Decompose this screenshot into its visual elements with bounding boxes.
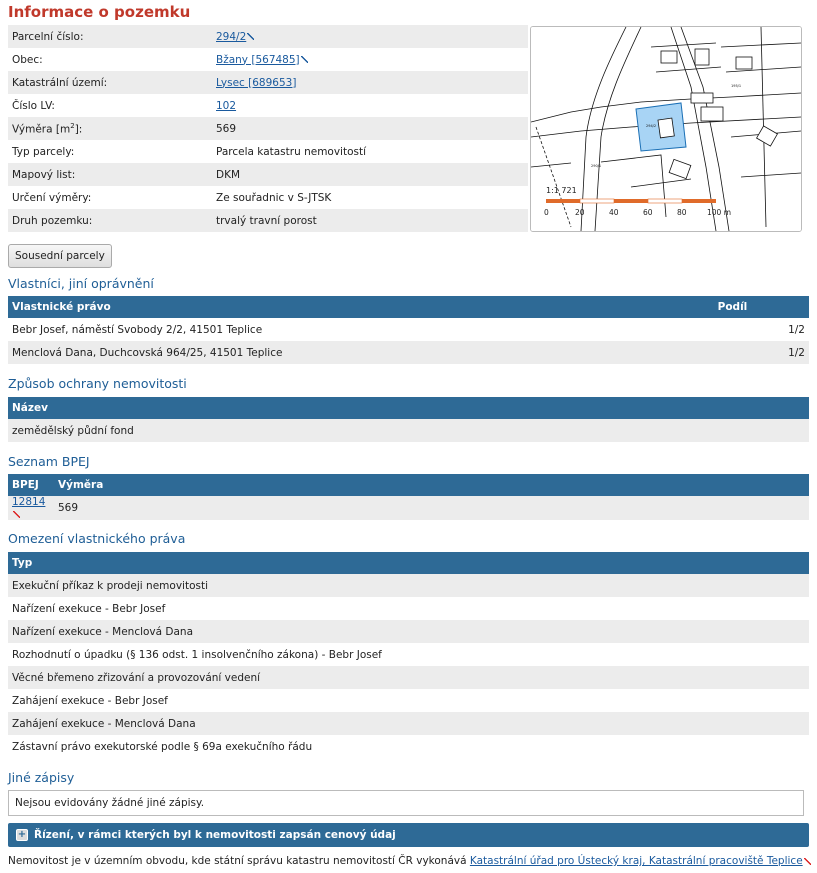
scale-tick: 40 — [609, 208, 619, 217]
restriction-type: Zástavní právo exekutorské podle § 69a exekučního řádu — [12, 740, 313, 753]
col-type: Typ — [8, 552, 809, 574]
other-entries-note: Nejsou evidovány žádné jiné zápisy. — [8, 790, 804, 816]
table-row — [8, 419, 809, 442]
owners-heading: Vlastníci, jiní oprávnění — [8, 276, 154, 291]
price-proceedings-toggle[interactable] — [8, 823, 809, 847]
owner-share: 1/2 — [788, 323, 805, 336]
page-title: Informace o pozemku — [8, 3, 191, 21]
svg-text:294/2: 294/2 — [646, 124, 657, 128]
bpej-heading: Seznam BPEJ — [8, 454, 90, 469]
protection-table — [8, 397, 809, 442]
bpej-area: 569 — [54, 496, 809, 520]
restriction-type: Nařízení exekuce - Bebr Josef — [12, 602, 166, 615]
map-scale-bar — [546, 199, 716, 203]
table-row — [8, 735, 809, 758]
info-row-parcel-type — [8, 140, 528, 163]
restrictions-heading: Omezení vlastnického práva — [8, 531, 186, 546]
scale-tick: 80 — [677, 208, 687, 217]
svg-text:195/1: 195/1 — [731, 84, 742, 88]
restriction-type: Rozhodnutí o úpadku (§ 136 odst. 1 insolvenčního zákona) - Bebr Josef — [12, 648, 382, 661]
table-row — [8, 496, 809, 520]
table-row — [8, 597, 809, 620]
restriction-type: Zahájení exekuce - Menclová Dana — [8, 712, 809, 735]
scale-tick: 20 — [575, 208, 585, 217]
info-row-map-sheet — [8, 163, 528, 186]
owner-name: Bebr Josef, náměstí Svobody 2/2, 41501 Teplice — [12, 323, 263, 336]
owner-name: Menclová Dana, Duchcovská 964/25, 41501 Teplice — [8, 341, 714, 364]
owner-share: 1/2 — [714, 341, 809, 364]
info-row-land-type — [8, 209, 528, 232]
cadastral-map[interactable] — [530, 26, 802, 232]
bpej-table — [8, 474, 809, 520]
col-name: Název — [8, 397, 809, 419]
col-area: Výměra — [54, 474, 809, 496]
parcel-info-table — [8, 25, 528, 232]
info-label: Parcelní číslo: — [8, 25, 212, 48]
table-row — [8, 620, 809, 643]
table-row — [8, 712, 809, 735]
owners-table — [8, 296, 809, 364]
info-value: trvalý travní porost — [212, 209, 528, 232]
scale-tick: 0 — [544, 208, 549, 217]
lv-number-link[interactable]: 102 — [216, 99, 237, 112]
table-row — [8, 689, 809, 712]
info-label: Obec: — [12, 53, 43, 66]
restriction-type: Nařízení exekuce - Menclová Dana — [8, 620, 809, 643]
info-value: Parcela katastru nemovitostí — [216, 145, 367, 158]
info-value: 569 — [212, 117, 528, 140]
municipality-link[interactable]: Bžany [567485] — [216, 54, 308, 66]
col-bpej: BPEJ — [8, 474, 54, 496]
protection-value: zemědělský půdní fond — [8, 419, 809, 442]
restriction-type: Exekuční příkaz k prodeji nemovitosti — [8, 574, 809, 597]
table-row — [8, 643, 809, 666]
neighbor-parcels-button[interactable]: Sousední parcely — [8, 244, 112, 268]
cadastral-map-drawing — [531, 27, 801, 231]
info-value: DKM — [212, 163, 528, 186]
price-proceedings-label: Řízení, v rámci kterých byl k nemovitosti zapsán cenový údaj — [34, 829, 396, 841]
info-label: Mapový list: — [8, 163, 212, 186]
restriction-type: Zahájení exekuce - Bebr Josef — [12, 694, 168, 707]
table-row — [8, 318, 809, 341]
expand-plus-icon: + — [17, 829, 27, 840]
info-label: Výměra $[m^2]$: — [8, 117, 212, 140]
info-label: Určení výměry: — [12, 191, 92, 204]
table-row — [8, 574, 809, 597]
info-label: Druh pozemku: — [8, 209, 212, 232]
footer-note — [8, 855, 811, 867]
other-entries-heading: Jiné zápisy — [8, 770, 75, 785]
restrictions-table — [8, 552, 809, 758]
scale-tick: 60 — [643, 208, 653, 217]
restriction-type: Věcné břemeno zřizování a provozování vedení — [8, 666, 809, 689]
table-row — [8, 341, 809, 364]
info-row-cadastral-area — [8, 71, 528, 94]
info-row-lv-number — [8, 94, 528, 117]
info-value: Ze souřadnic v S-JTSK — [216, 191, 332, 204]
col-ownership-right: Vlastnické právo — [8, 296, 714, 318]
parcel-number-link[interactable]: 294/2 — [216, 31, 254, 43]
svg-text:290/1: 290/1 — [591, 164, 602, 168]
map-scale-text: 1:1 721 — [546, 186, 577, 195]
info-label: Typ parcely: — [12, 145, 75, 158]
scale-tick: 100 m — [707, 208, 732, 217]
bpej-code-link[interactable]: 12814 — [12, 496, 45, 520]
col-share: Podíl — [714, 296, 809, 318]
info-row-area-determination — [8, 186, 528, 209]
info-row-parcel-number — [8, 25, 528, 48]
cadastral-area-link[interactable]: Lysec [689653] — [216, 76, 297, 89]
info-row-municipality — [8, 48, 528, 71]
info-label: Katastrální území: — [8, 71, 212, 94]
info-label: Číslo LV: — [12, 99, 55, 112]
cadastral-office-link[interactable]: Katastrální úřad pro Ústecký kraj, Katastrální pracoviště Teplice — [470, 855, 811, 867]
footer-text: Nemovitost je v územním obvodu, kde státní správu katastru nemovitostí ČR vykonává — [8, 855, 470, 867]
protection-heading: Způsob ochrany nemovitosti — [8, 376, 187, 391]
info-row-area — [8, 117, 528, 140]
table-row — [8, 666, 809, 689]
